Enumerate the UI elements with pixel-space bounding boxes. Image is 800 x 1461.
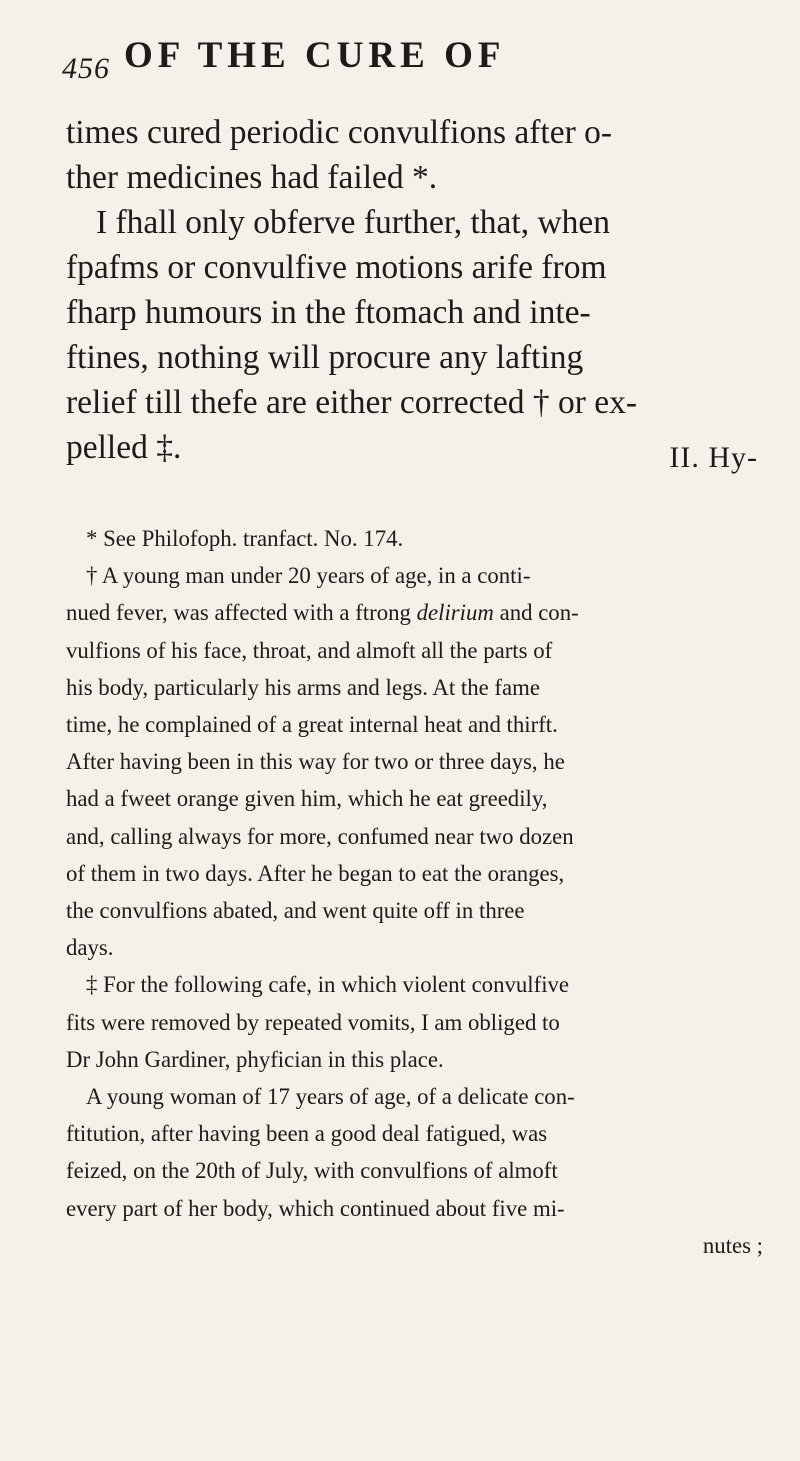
footnote-3 — [66, 966, 771, 1264]
footnote-line: Dr John Gardiner, phyfician in this place. — [66, 1046, 444, 1072]
footnote-line: vulfions of his face, throat, and almoft all the parts of — [66, 637, 553, 663]
footnote-line: † A young man under 20 years of age, in a conti- — [86, 563, 531, 589]
footnote-line: feized, on the 20th of July, with convulfions of almoft — [66, 1158, 558, 1184]
paragraph-2 — [66, 200, 766, 470]
italic-term: delirium — [416, 600, 494, 626]
footnote-line: had a fweet orange given him, which he eat greedily, — [66, 786, 548, 812]
footnotes — [66, 520, 771, 1264]
text-line: ther medicines had failed *. — [66, 159, 438, 196]
text-line: relief till thefe are either corrected † or ex- — [66, 384, 638, 421]
footnote-line: nutes ; — [702, 1232, 763, 1258]
footnote-line: A young woman of 17 years of age, of a delicate con- — [86, 1084, 575, 1110]
text-line: I fhall only obferve further, that, when — [96, 204, 610, 241]
footnote-line: ‡ For the following cafe, in which violent convulfive — [86, 972, 570, 998]
footnote-line: ftitution, after having been a good deal fatigued, was — [66, 1121, 548, 1147]
text-line: fharp humours in the ftomach and inte- — [66, 294, 591, 331]
footnote-text: nued fever, was affected with a ftrong — [66, 600, 411, 626]
footnote-line: fits were removed by repeated vomits, I am obliged to — [66, 1009, 560, 1035]
text-line: fpafms or convulfive motions arife from — [66, 249, 607, 286]
footnote-line: time, he complained of a great internal heat and thirft. — [66, 712, 558, 738]
text-line: pelled ‡. — [66, 429, 182, 466]
footnote-line: of them in two days. After he began to eat the oranges, — [66, 860, 565, 886]
footnote-line — [66, 594, 771, 631]
main-text — [66, 110, 766, 470]
footnote-line: and, calling always for more, confumed near two dozen — [66, 823, 574, 849]
page-number: 456 — [62, 52, 110, 85]
footnote-line: After having been in this way for two or three days, he — [66, 749, 565, 775]
footnote-2 — [66, 557, 771, 966]
footnote-line: the convulfions abated, and went quite off in three — [66, 898, 525, 924]
running-title: OF THE CURE OF — [124, 35, 506, 76]
footnote-line: every part of her body, which continued about five mi- — [66, 1195, 565, 1221]
text-line: times cured periodic convulfions after o- — [66, 114, 613, 151]
footnote-line: days. — [66, 935, 114, 961]
catchword: II. Hy- — [669, 441, 758, 474]
footnote-1: * See Philofoph. tranfact. No. 174. — [86, 526, 404, 551]
text-line: ftines, nothing will procure any lafting — [66, 339, 584, 376]
paragraph-1 — [66, 110, 766, 200]
footnote-text: and con- — [499, 600, 579, 626]
footnote-line: his body, particularly his arms and legs. At the fame — [66, 674, 540, 700]
